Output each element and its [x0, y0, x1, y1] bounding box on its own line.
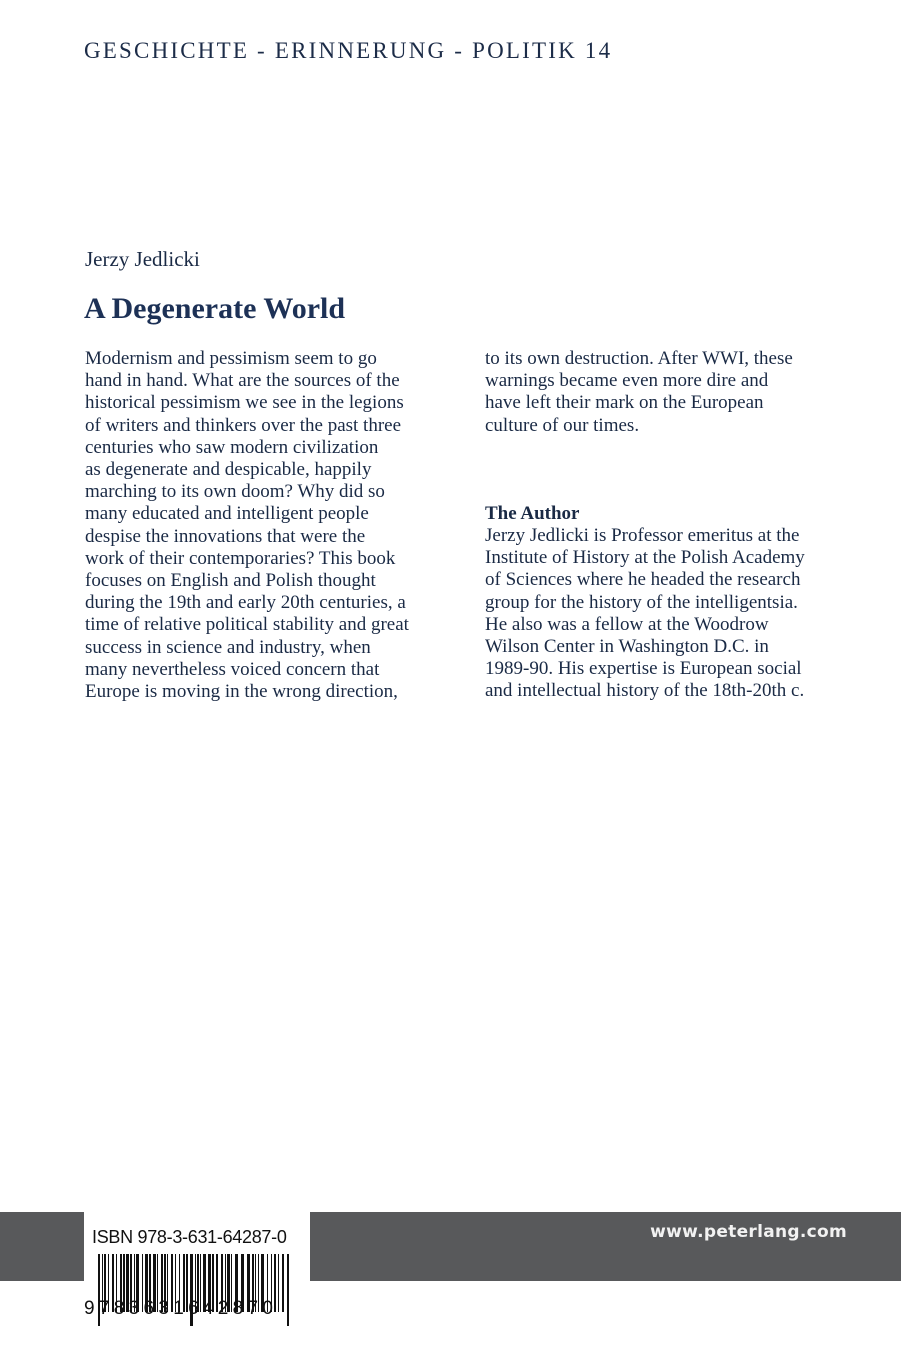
- text-line: Wilson Center in Washington D.C. in: [485, 636, 769, 658]
- text-line: historical pessimism we see in the legions: [85, 392, 404, 414]
- text-line: during the 19th and early 20th centuries, a: [85, 592, 406, 614]
- blurb-right-column: [485, 348, 793, 437]
- text-line: hand in hand. What are the sources of the: [85, 370, 400, 392]
- book-title: A Degenerate World: [84, 292, 346, 325]
- text-line: culture of our times.: [485, 414, 640, 436]
- isbn-label: ISBN 978-3-631-64287-0: [92, 1227, 287, 1247]
- text-line: despise the innovations that were the: [85, 525, 366, 547]
- text-line: marching to its own doom? Why did so: [85, 481, 385, 503]
- text-line: Institute of History at the Polish Academy: [485, 547, 805, 569]
- text-line: Modernism and pessimism seem to go: [85, 348, 377, 369]
- text-line: to its own destruction. After WWI, these: [485, 348, 793, 369]
- text-line: Jerzy Jedlicki is Professor emeritus at the: [485, 525, 800, 546]
- author-name: Jerzy Jedlicki: [85, 247, 200, 271]
- text-line: warnings became even more dire and: [485, 370, 769, 392]
- author-bio: [485, 525, 805, 703]
- text-line: of Sciences where he headed the research: [485, 569, 801, 591]
- publisher-url[interactable]: www.peterlang.com: [650, 1222, 847, 1242]
- text-line: success in science and industry, when: [85, 636, 371, 658]
- blurb-left-column: [85, 348, 409, 703]
- barcode-bar: [287, 1254, 289, 1326]
- text-line: 1989-90. His expertise is European social: [485, 658, 802, 680]
- barcode-bar: [282, 1254, 284, 1312]
- text-line: many nevertheless voiced concern that: [85, 658, 380, 680]
- author-heading: The Author: [485, 503, 580, 524]
- text-line: many educated and intelligent people: [85, 503, 369, 525]
- text-line: focuses on English and Polish thought: [85, 570, 376, 592]
- text-line: of writers and thinkers over the past three: [85, 414, 402, 436]
- text-line: centuries who saw modern civilization: [85, 436, 379, 458]
- text-line: as degenerate and despicable, happily: [85, 459, 372, 481]
- text-line: time of relative political stability and great: [85, 614, 409, 636]
- text-line: group for the history of the intelligentsia.: [485, 591, 798, 613]
- series-title: GESCHICHTE - ERINNERUNG - POLITIK 14: [84, 38, 613, 63]
- barcode-number: 9783631642870: [84, 1298, 278, 1319]
- text-line: have left their mark on the European: [485, 392, 764, 414]
- text-line: Europe is moving in the wrong direction,: [85, 681, 398, 703]
- isbn-barcode-box: [84, 1212, 310, 1330]
- barcode-bar: [278, 1254, 279, 1312]
- text-line: He also was a fellow at the Woodrow: [485, 613, 769, 635]
- text-line: and intellectual history of the 18th-20th c.: [485, 680, 805, 702]
- text-line: work of their contemporaries? This book: [85, 547, 396, 569]
